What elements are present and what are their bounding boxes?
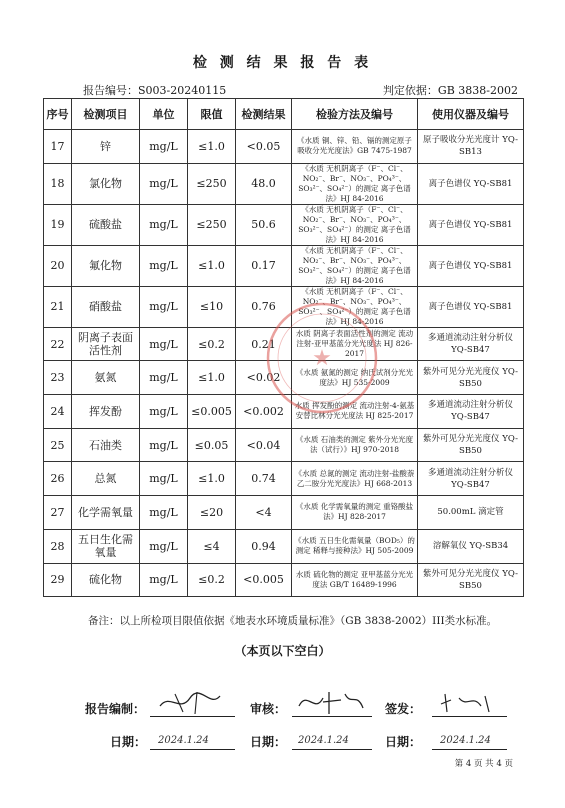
blank-notice: （本页以下空白） [234,644,331,658]
table-row [44,327,524,361]
reviewed-date-line [292,749,372,750]
instrument: 多通道流动注射分析仪 YQ-SB47 [418,395,524,429]
test-item: 五日生化需氧量 [72,529,140,563]
row-number: 23 [44,361,72,395]
table-header-row [44,99,524,130]
test-item: 化学需氧量 [72,496,140,530]
reviewed-by-signature [295,686,367,716]
test-result: 0.76 [236,286,292,327]
test-item: 硫化物 [72,563,140,597]
limit-value: ≤0.2 [188,563,236,597]
instrument: 离子色谱仪 YQ-SB81 [418,163,524,204]
reviewed-date: 2024.1.24 [298,735,349,746]
table-row [44,286,524,327]
test-method: 《水质 铜、锌、铅、镉的测定原子吸收分光光度法》GB 7475-1987 [292,130,418,164]
issued-date-label: 日期： [385,735,422,749]
test-item: 总氮 [72,462,140,496]
issued-by-line [432,716,507,717]
test-method: 《水质 石油类的测定 紫外分光光度法（试行）》HJ 970-2018 [292,428,418,462]
table-row [44,395,524,429]
unit: mg/L [140,529,188,563]
test-result: 48.0 [236,163,292,204]
test-result: 0.17 [236,245,292,286]
issued-by-signature [437,690,497,714]
unit: mg/L [140,361,188,395]
limit-value: ≤250 [188,204,236,245]
prepared-by-label: 报告编制： [85,702,146,716]
col-header-no: 序号 [44,99,72,130]
judgment-basis: 判定依据：GB 3838-2002 [382,84,518,97]
row-number: 28 [44,529,72,563]
test-item: 氨氮 [72,361,140,395]
test-method: 《水质 氨氮的测定 纳氏试剂分光光度法》HJ 535-2009 [292,361,418,395]
remarks-note: 备注：以上所检项目限值依据《地表水环境质量标准》（GB 3838-2002）III类水标准。 [88,615,498,627]
col-header-unit: 单位 [140,99,188,130]
test-method: 《水质 无机阴离子（F⁻、Cl⁻、NO₂⁻、Br⁻、NO₃⁻、PO₄³⁻、SO₃²⁻、SO₄²⁻）的测定 离子色谱法》HJ 84-2016 [292,204,418,245]
test-method: 水质 硫化物的测定 亚甲基蓝分光光度法 GB/T 16489-1996 [292,563,418,597]
limit-value: ≤1.0 [188,462,236,496]
table-row [44,204,524,245]
test-item: 石油类 [72,428,140,462]
test-result: 0.94 [236,529,292,563]
limit-value: ≤20 [188,496,236,530]
row-number: 26 [44,462,72,496]
issued-by-label: 签发： [385,702,422,716]
test-result: <0.05 [236,130,292,164]
test-result: 50.6 [236,204,292,245]
table-row [44,496,524,530]
row-number: 21 [44,286,72,327]
row-number: 29 [44,563,72,597]
test-result: <0.005 [236,563,292,597]
test-method: 《水质 无机阴离子（F⁻、Cl⁻、NO₂⁻、Br⁻、NO₃⁻、PO₄³⁻、SO₃²⁻、SO₄²⁻）的测定 离子色谱法》HJ 84-2016 [292,245,418,286]
prepared-by-line [150,716,235,717]
unit: mg/L [140,130,188,164]
instrument: 原子吸收分光光度计 YQ-SB13 [418,130,524,164]
limit-value: ≤1.0 [188,361,236,395]
reviewed-by-line [292,716,372,717]
test-method: 水质 阴离子表面活性剂的测定 流动注射-亚甲基蓝分光光度法 HJ 826-2017 [292,327,418,361]
instrument: 离子色谱仪 YQ-SB81 [418,245,524,286]
test-method: 《水质 无机阴离子（F⁻、Cl⁻、NO₂⁻、Br⁻、NO₃⁻、PO₄³⁻、SO₃²⁻、SO₄²⁻）的测定 离子色谱法》HJ 84-2016 [292,163,418,204]
test-item: 阴离子表面活性剂 [72,327,140,361]
test-method: 《水质 无机阴离子（F⁻、Cl⁻、NO₂⁻、Br⁻、NO₃⁻、PO₄³⁻、SO₃²⁻、SO₄²⁻）的测定 离子色谱法》HJ 84-2016 [292,286,418,327]
table-row [44,529,524,563]
limit-value: ≤10 [188,286,236,327]
instrument: 溶解氧仪 YQ-SB34 [418,529,524,563]
table-row [44,428,524,462]
test-result: 0.21 [236,327,292,361]
table-row [44,361,524,395]
col-header-method: 检验方法及编号 [292,99,418,130]
test-item: 锌 [72,130,140,164]
issued-date-line [432,749,507,750]
issued-date: 2024.1.24 [440,735,491,746]
test-method: 《水质 五日生化需氧量（BOD₅）的测定 稀释与接种法》HJ 505-2009 [292,529,418,563]
row-number: 17 [44,130,72,164]
row-number: 18 [44,163,72,204]
test-result: <4 [236,496,292,530]
report-title: 检 测 结 果 报 告 表 [192,55,373,71]
table-row [44,563,524,597]
table-row [44,130,524,164]
test-method: 《水质 化学需氧量的测定 重铬酸盐法》HJ 828-2017 [292,496,418,530]
instrument: 紫外可见分光光度仪 YQ-SB50 [418,428,524,462]
unit: mg/L [140,286,188,327]
instrument: 多通道流动注射分析仪 YQ-SB47 [418,462,524,496]
unit: mg/L [140,245,188,286]
report-number: 报告编号：S003-20240115 [83,84,227,97]
prepared-date-label: 日期： [110,735,147,749]
limit-value: ≤4 [188,529,236,563]
unit: mg/L [140,327,188,361]
row-number: 27 [44,496,72,530]
row-number: 24 [44,395,72,429]
reviewed-by-label: 审核： [250,702,287,716]
test-result: <0.04 [236,428,292,462]
col-header-limit: 限值 [188,99,236,130]
row-number: 20 [44,245,72,286]
unit: mg/L [140,563,188,597]
limit-value: ≤0.05 [188,428,236,462]
table-row [44,163,524,204]
unit: mg/L [140,496,188,530]
test-item: 氯化物 [72,163,140,204]
test-item: 硝酸盐 [72,286,140,327]
svg-text:★: ★ [312,346,332,371]
prepared-by-signature [155,688,225,716]
unit: mg/L [140,428,188,462]
test-method: 《水质 总氮的测定 流动注射-盐酸萘乙二胺分光光度法》HJ 668-2013 [292,462,418,496]
instrument: 紫外可见分光光度仪 YQ-SB50 [418,563,524,597]
row-number: 22 [44,327,72,361]
prepared-date-line [150,749,235,750]
results-table [43,98,524,597]
instrument: 离子色谱仪 YQ-SB81 [418,286,524,327]
row-number: 25 [44,428,72,462]
unit: mg/L [140,462,188,496]
col-header-item: 检测项目 [72,99,140,130]
limit-value: ≤1.0 [188,245,236,286]
unit: mg/L [140,163,188,204]
unit: mg/L [140,395,188,429]
prepared-date: 2024.1.24 [158,735,209,746]
test-result: <0.002 [236,395,292,429]
test-method: 水质 挥发酚的测定 流动注射-4-氨基安替比林分光光度法 HJ 825-2017 [292,395,418,429]
instrument: 离子色谱仪 YQ-SB81 [418,204,524,245]
col-header-instrument: 使用仪器及编号 [418,99,524,130]
col-header-result: 检测结果 [236,99,292,130]
limit-value: ≤1.0 [188,130,236,164]
instrument: 50.00mL 滴定管 [418,496,524,530]
instrument: 紫外可见分光光度仪 YQ-SB50 [418,361,524,395]
test-item: 挥发酚 [72,395,140,429]
table-row [44,462,524,496]
limit-value: ≤0.005 [188,395,236,429]
limit-value: ≤250 [188,163,236,204]
page-footer: 第 4 页 共 4 页 [454,759,513,769]
reviewed-date-label: 日期： [250,735,287,749]
row-number: 19 [44,204,72,245]
instrument: 多通道流动注射分析仪 YQ-SB47 [418,327,524,361]
unit: mg/L [140,204,188,245]
test-item: 氟化物 [72,245,140,286]
limit-value: ≤0.2 [188,327,236,361]
test-result: <0.02 [236,361,292,395]
table-row [44,245,524,286]
test-item: 硫酸盐 [72,204,140,245]
test-result: 0.74 [236,462,292,496]
